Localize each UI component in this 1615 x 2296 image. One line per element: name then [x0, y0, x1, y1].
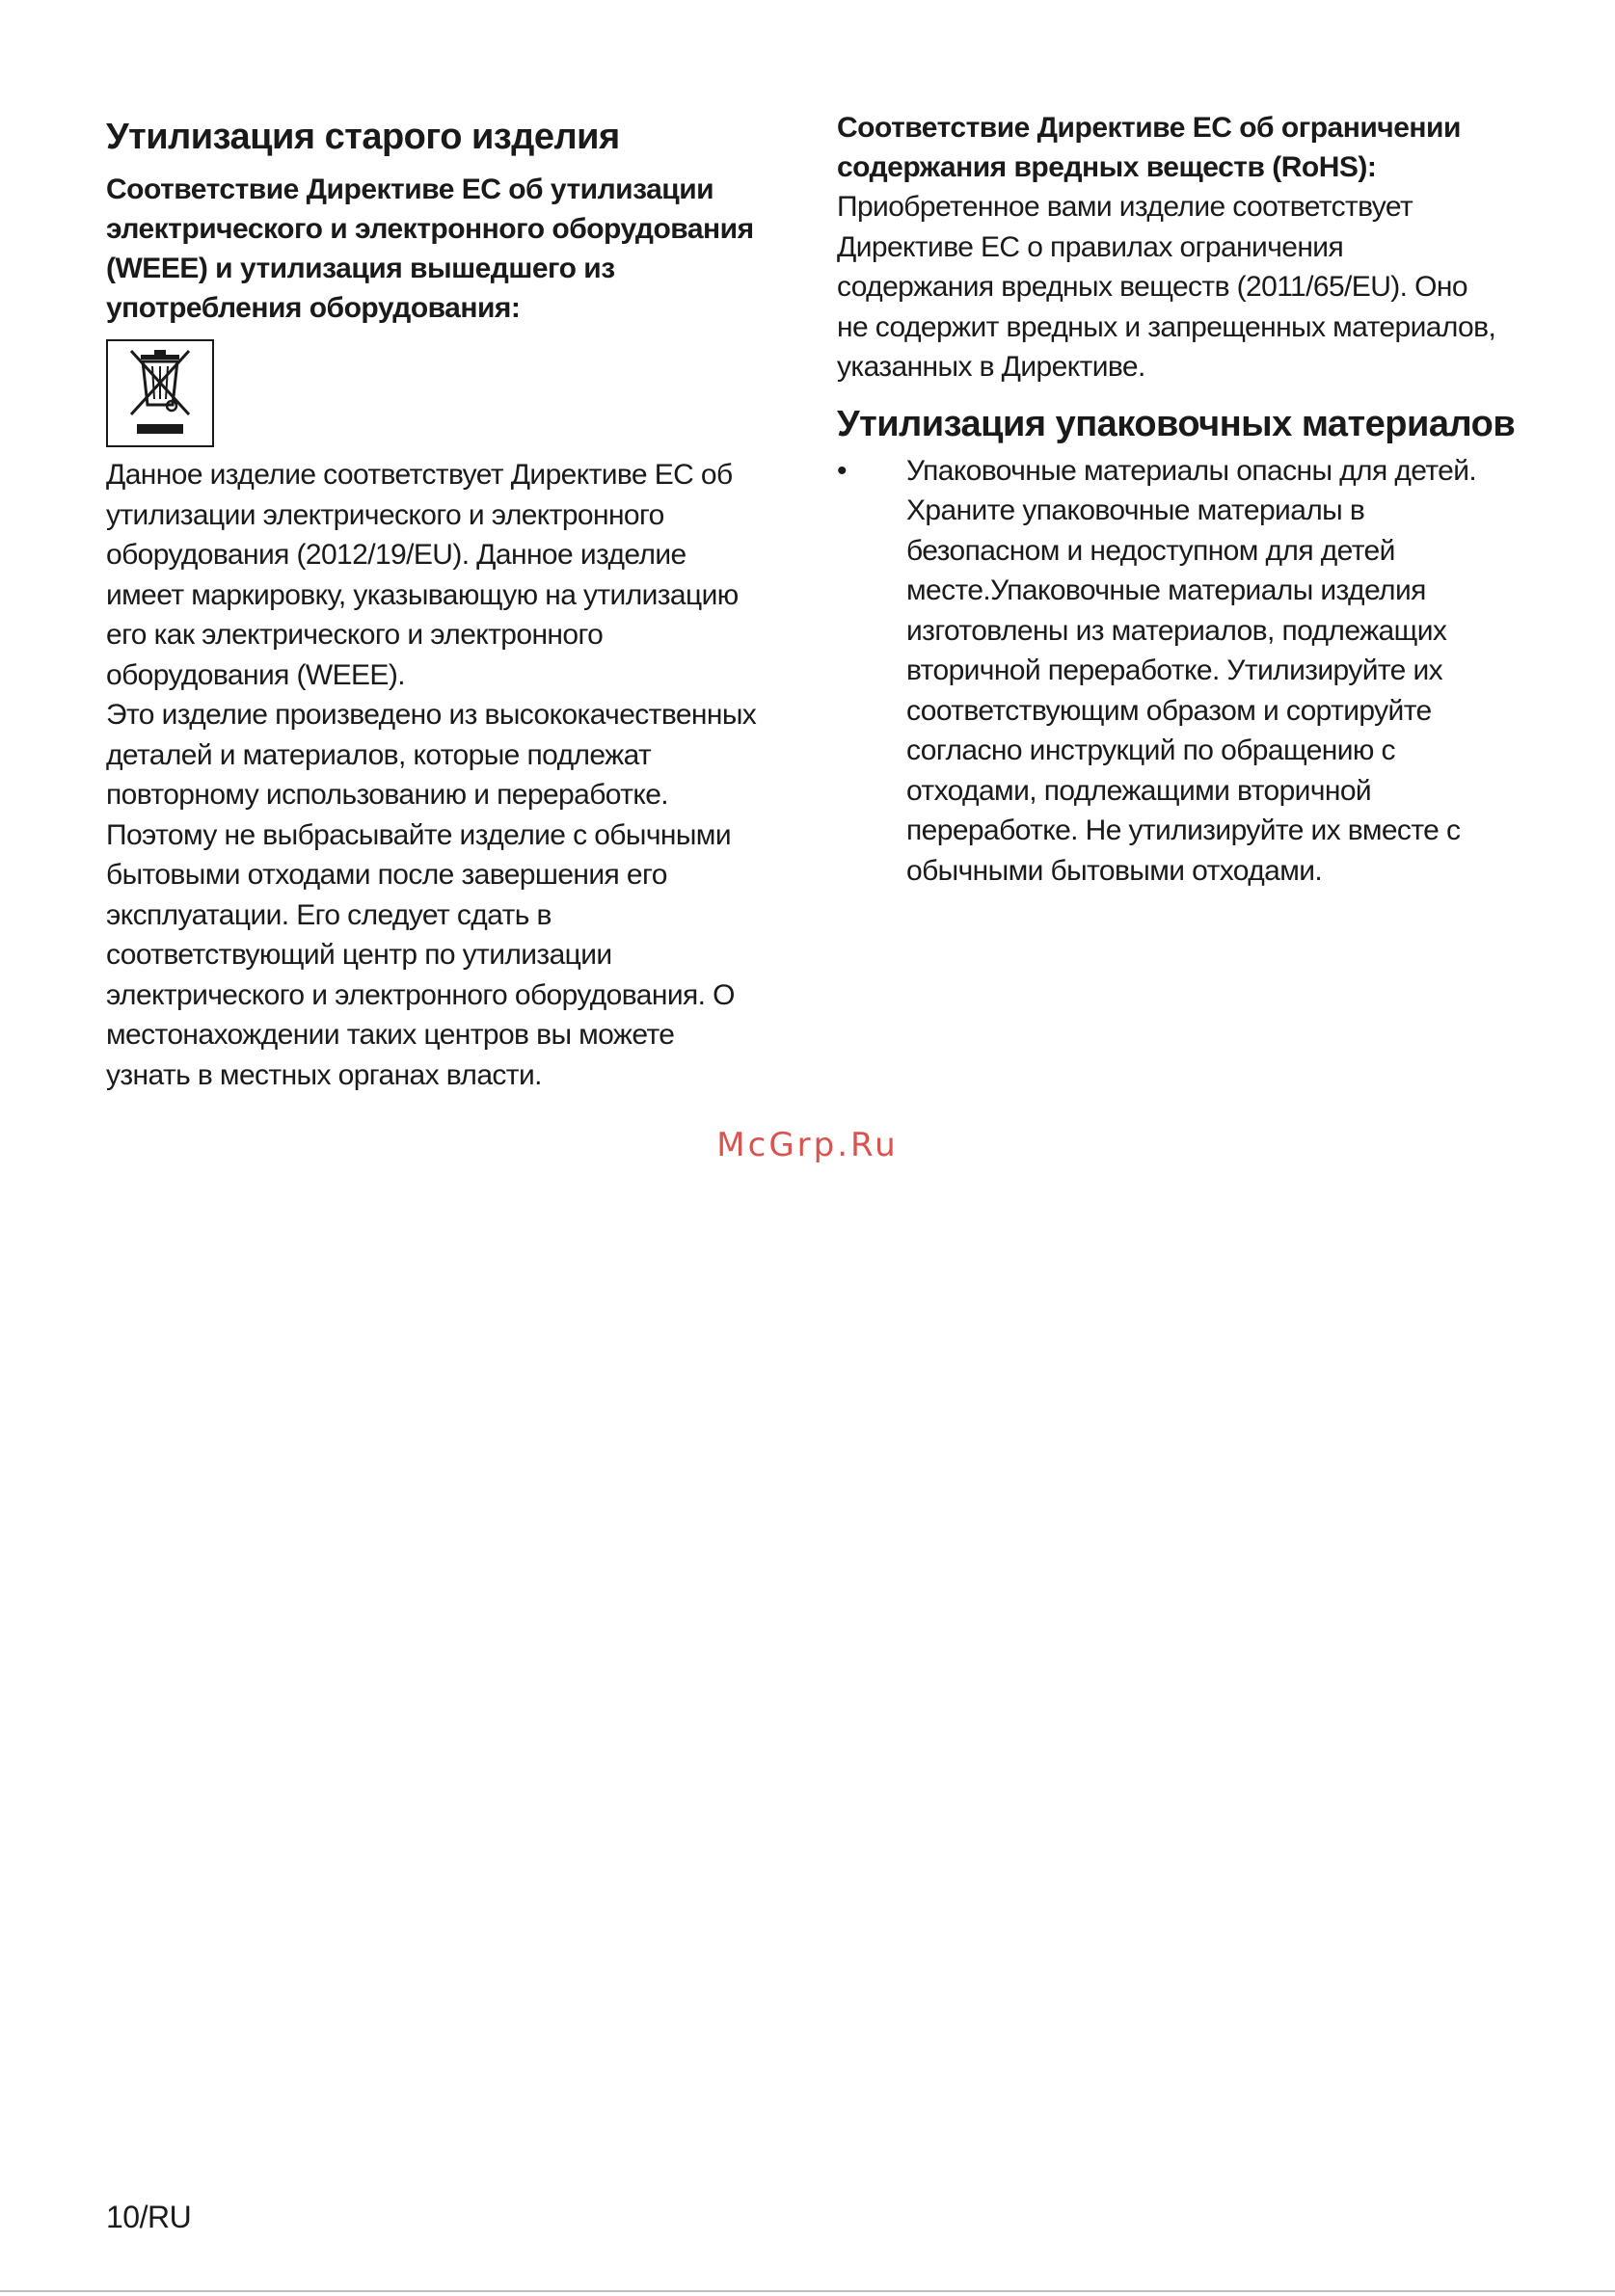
text-line: Приобретенное вами изделие соответствует — [837, 191, 1413, 223]
text-line: его как электрического и электронного — [106, 619, 604, 651]
text-line: Директиве ЕС о правилах ограничения — [837, 230, 1344, 263]
text-line: соответствующий центр по утилизации — [106, 939, 612, 971]
weee-subtitle-line: Соответствие Директиве ЕС об утилизации — [106, 174, 714, 205]
text-line: повторному использованию и переработке. — [106, 779, 669, 811]
watermark: McGrp.Ru — [716, 1126, 899, 1164]
bottom-divider — [0, 2290, 1615, 2292]
text-line: электрического и электронного оборудования. О — [106, 978, 735, 1011]
weee-paragraph-2 — [106, 695, 800, 1095]
text-line: эксплуатации. Его следует сдать в — [106, 898, 552, 931]
text-line: переработке. Не утилизируйте их вместе с — [906, 814, 1461, 846]
disposal-title: Утилизация старого изделия — [106, 117, 620, 157]
text-line: имеет маркировку, указывающую на утилизацию — [106, 578, 739, 611]
text-line: безопасном и недоступном для детей — [906, 534, 1395, 567]
text-line: соответствующим образом и сортируйте — [906, 694, 1432, 727]
text-line: оборудования (WEEE). — [106, 658, 405, 691]
bullet-icon: • — [837, 454, 847, 487]
text-line: бытовыми отходами после завершения его — [106, 859, 667, 891]
text-line: месте.Упаковочные материалы изделия — [906, 574, 1426, 606]
text-line: Данное изделие соответствует Директиве ЕС об — [106, 459, 733, 491]
text-line: местонахождении таких центров вы можете — [106, 1019, 675, 1051]
text-line: не содержит вредных и запрещенных материалов, — [837, 310, 1496, 343]
text-line: утилизации электрического и электронного — [106, 498, 664, 531]
weee-subtitle-line: употребления оборудования: — [106, 292, 521, 324]
right-column — [837, 108, 1531, 891]
text-line: Упаковочные материалы опасны для детей. — [906, 454, 1477, 487]
text-line: Храните упаковочные материалы в — [906, 494, 1365, 526]
packaging-list — [837, 451, 1531, 892]
weee-subtitle-line: (WEEE) и утилизация вышедшего из — [106, 253, 615, 284]
crossed-out-wheelie-bin-icon — [106, 339, 214, 447]
text-line: согласно инструкций по обращению с — [906, 734, 1395, 766]
text-line: обычными бытовыми отходами. — [906, 854, 1323, 887]
page-number: 10/RU — [106, 2200, 192, 2234]
packaging-title: Утилизация упаковочных материалов — [837, 403, 1516, 444]
list-item — [837, 451, 1531, 892]
rohs-paragraph — [837, 187, 1531, 387]
text-line: отходами, подлежащими вторичной — [906, 774, 1372, 807]
rohs-title-line: Соответствие Директиве ЕС об ограничении — [837, 112, 1461, 144]
weee-paragraph-1 — [106, 455, 800, 695]
text-line: изготовлены из материалов, подлежащих — [906, 614, 1447, 647]
weee-subtitle — [106, 170, 800, 328]
text-line: Поэтому не выбрасывайте изделие с обычными — [106, 818, 731, 851]
text-line: вторичной переработке. Утилизируйте их — [906, 654, 1443, 686]
text-line: деталей и материалов, которые подлежат — [106, 738, 652, 771]
text-line: указанных в Директиве. — [837, 351, 1145, 383]
left-column — [106, 114, 800, 1095]
weee-subtitle-line: электрического и электронного оборудования — [106, 213, 754, 245]
rohs-title-line: содержания вредных веществ (RoHS): — [837, 151, 1377, 183]
text-line: оборудования (2012/19/EU). Данное изделие — [106, 539, 686, 571]
text-line: узнать в местных органах власти. — [106, 1058, 542, 1091]
rohs-title — [837, 108, 1531, 187]
text-line: Это изделие произведено из высококачественных — [106, 699, 757, 731]
text-line: содержания вредных веществ (2011/65/EU). Оно — [837, 271, 1467, 303]
